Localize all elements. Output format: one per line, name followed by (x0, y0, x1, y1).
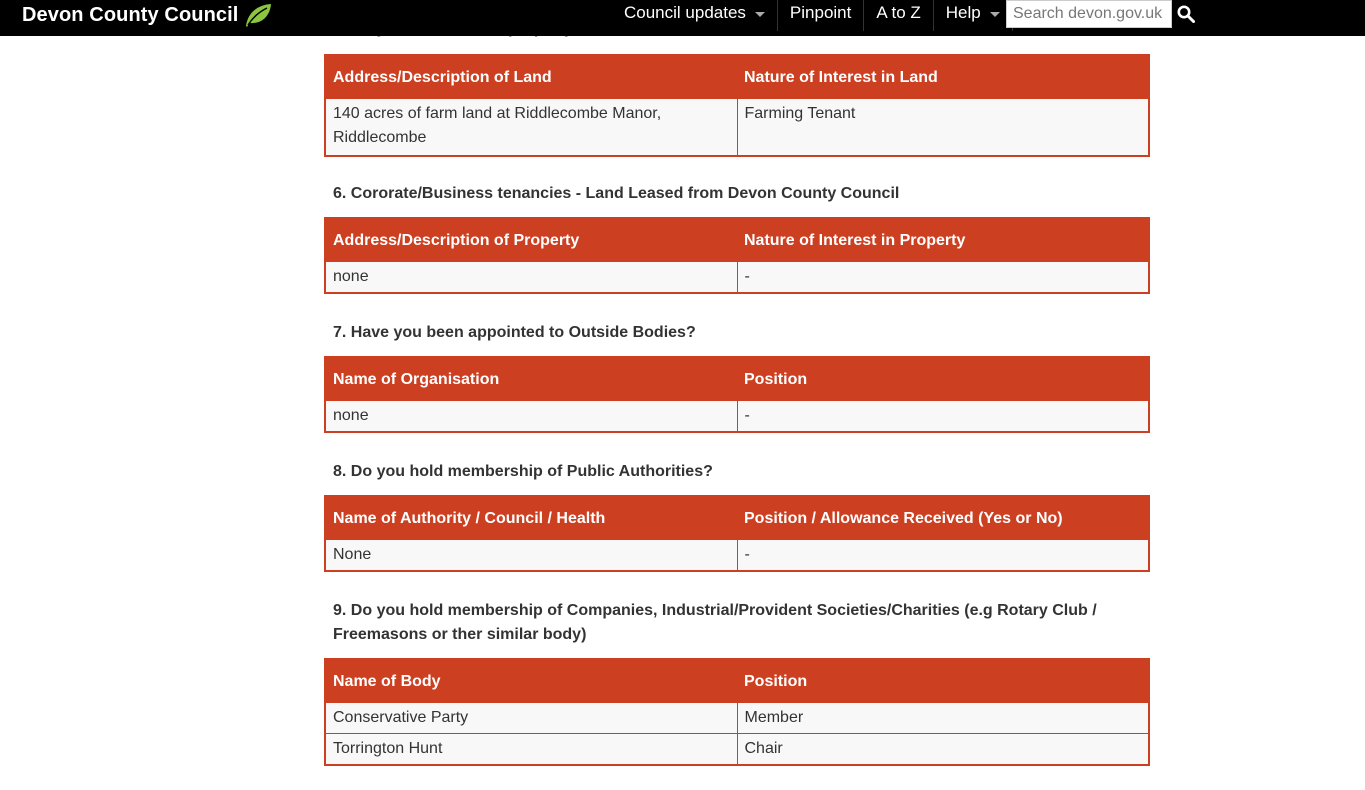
table-row (325, 734, 1149, 766)
column-header: Address/Description of Land (325, 55, 737, 99)
business-tenancies-table (324, 217, 1150, 294)
column-header: Position (737, 357, 1149, 401)
outside-bodies-table (324, 356, 1150, 433)
column-header: Name of Organisation (325, 357, 737, 401)
section-7-heading: 7. Have you been appointed to Outside Bodies? (333, 324, 696, 341)
table-cell: Torrington Hunt (325, 734, 737, 766)
caret-down-icon (755, 12, 765, 17)
nav-help-label: Help (945, 3, 981, 22)
table-row (325, 401, 1149, 432)
column-header: Nature of Interest in Property (737, 218, 1149, 262)
table-cell: - (737, 401, 1149, 432)
nav-help[interactable] (934, 0, 1012, 31)
site-header (0, 0, 1365, 36)
table-cell: Farming Tenant (737, 99, 1149, 156)
site-logo[interactable] (22, 0, 273, 30)
table-cell: none (325, 262, 737, 293)
table-row (325, 99, 1149, 156)
search-button[interactable] (1174, 2, 1198, 26)
site-search (1006, 0, 1198, 28)
brand-name: Devon County Council (22, 3, 239, 26)
nav-pinpoint-label: Pinpoint (789, 3, 852, 22)
leaf-icon (243, 2, 273, 28)
land-property-table (324, 54, 1150, 157)
search-input[interactable] (1006, 0, 1172, 28)
nav-council-updates[interactable] (612, 0, 777, 31)
column-header: Address/Description of Property (325, 218, 737, 262)
caret-down-icon (990, 12, 1000, 17)
column-header: Name of Body (325, 659, 737, 703)
companies-membership-table (324, 658, 1150, 766)
section-6-heading: 6. Cororate/Business tenancies - Land Leased from Devon County Council (333, 185, 900, 202)
table-cell: 140 acres of farm land at Riddlecombe Manor, Riddlecombe (325, 99, 737, 156)
nav-a-to-z-label: A to Z (876, 3, 921, 22)
table-cell: none (325, 401, 737, 432)
table-header-row (325, 357, 1149, 401)
table-cell: Conservative Party (325, 703, 737, 734)
public-authorities-table (324, 495, 1150, 572)
column-header: Name of Authority / Council / Health (325, 496, 737, 540)
column-header: Position (737, 659, 1149, 703)
column-header: Position / Allowance Received (Yes or No) (737, 496, 1149, 540)
section-8-heading: 8. Do you hold membership of Public Authorities? (333, 463, 713, 480)
table-cell: Member (737, 703, 1149, 734)
column-header: Nature of Interest in Land (737, 55, 1149, 99)
table-header-row (325, 659, 1149, 703)
table-header-row (325, 55, 1149, 99)
nav-council-updates-label: Council updates (624, 3, 746, 22)
search-icon (1177, 5, 1195, 23)
table-cell: None (325, 540, 737, 571)
main-nav (612, 0, 1013, 30)
table-cell: - (737, 262, 1149, 293)
table-header-row (325, 218, 1149, 262)
nav-pinpoint[interactable] (778, 0, 863, 31)
nav-a-to-z[interactable] (864, 0, 932, 31)
table-cell: Chair (737, 734, 1149, 766)
table-header-row (325, 496, 1149, 540)
table-cell: - (737, 540, 1149, 571)
table-row (325, 703, 1149, 734)
table-row (325, 262, 1149, 293)
table-row (325, 540, 1149, 571)
section-9-heading: 9. Do you hold membership of Companies, Industrial/Provident Societies/Charities (e.g Rotary Club / Freemasons or ther similar body) (333, 602, 1097, 643)
